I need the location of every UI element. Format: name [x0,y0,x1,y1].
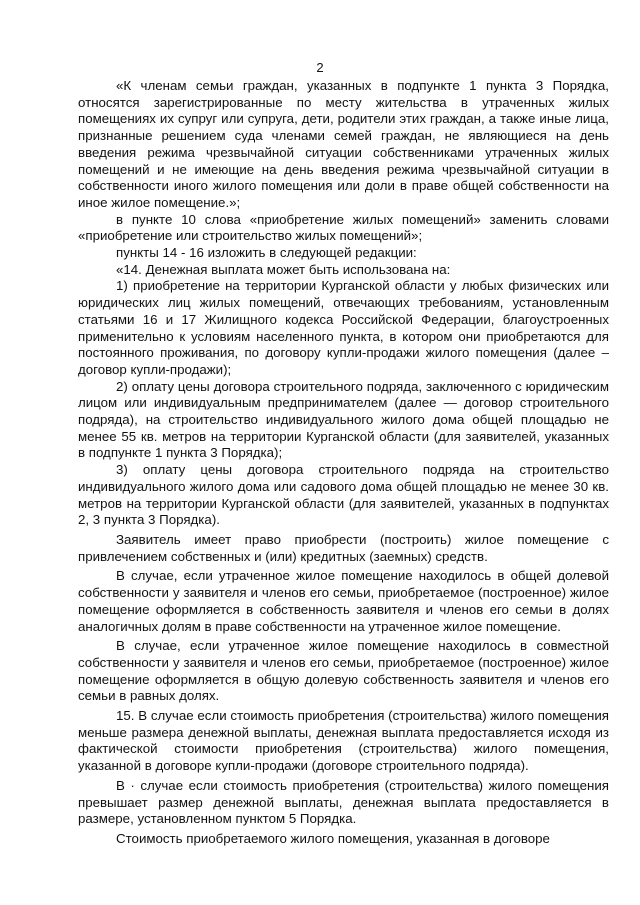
document-body [78,78,609,848]
page-number: 2 [316,60,324,75]
paragraph-clause-10-amendment: в пункте 10 слова «приобретение жилых помещений» заменить словами «приобретение или строительство жилых помещений»; [78,211,609,244]
paragraph-clauses-14-16-intro: пункты 14 - 16 изложить в следующей редакции: [116,245,417,261]
paragraph-clause-14: «14. Денежная выплата может быть использована на: [116,261,451,277]
paragraph-cost-exceeds: В · случае если стоимость приобретения (строительства) жилого помещения превышает размер денежной выплаты, денежная выплата предоставляется в размере, установленном пунктом 5 Порядка. [78,777,609,827]
paragraph-clause-15: 15. В случае если стоимость приобретения (строительства) жилого помещения меньше размера денежной выплаты, денежная выплата предоставляется исходя из фактической стоимости приобретения (строительства) жилого помещения, указанной в договоре купли-продажи (договоре строительного подряда). [78,708,609,774]
paragraph-joint-ownership: В случае, если утраченное жилое помещение находилось в совместной собственности у заявителя и членов его семьи, приобретаемое (построенное) жилое помещение оформляется в общую долевую собственность заявителя и членов его семьи в равных долях. [78,638,609,704]
paragraph-subclause-1: 1) приобретение на территории Курганской области у любых физических или юридических лиц жилых помещений, отвечающих требованиям, установленным статьями 16 и 17 Жилищного кодекса Российской Федерации, благоустроенных применительно к условиям населенного пункта, в котором они приобретаются для постоянного проживания, по договору купли-продажи жилого помещения (далее – договор купли-продажи); [78,278,609,377]
paragraph-subclause-3: 3) оплату цены договора строительного подряда на строительство индивидуального жилого дома или садового дома общей площадью не менее 30 кв. метров на территории Курганской области (для заявителей, указанных в подпунктах 2, 3 пункта 3 Порядка). [78,462,609,528]
paragraph-own-funds: Заявитель имеет право приобрести (построить) жилое помещение с привлечением собственных и (или) кредитных (заемных) средств. [78,531,609,564]
paragraph-shared-ownership: В случае, если утраченное жилое помещение находилось в общей долевой собственности у заявителя и членов его семьи, приобретаемое (построенное) жилое помещение оформляется в собственность заявителя и членов его семьи в долях аналогичных долям в праве собственности на утраченное жилое помещение. [78,568,609,634]
paragraph-cost-contract: Стоимость приобретаемого жилого помещения, указанная в договоре [116,830,550,846]
paragraph-family-members-definition: «К членам семьи граждан, указанных в подпункте 1 пункта 3 Порядка, относятся зарегистрированные по месту жительства в утраченных жилых помещениях их супруг или супруга, дети, родители этих граждан, а также иные лица, признанные решением суда членами семей граждан, не являющиеся на день введения режима чрезвычайной ситуации собственниками утраченных жилых помещений и не имеющие на день введения режима чрезвычайной ситуации в собственности иного жилого помещения или доли в праве общей собственности на иное жилое помещение.»; [78,78,609,210]
paragraph-subclause-2: 2) оплату цены договора строительного подряда, заключенного с юридическим лицом или индивидуальным предпринимателем (далее — договор строительного подряда), на строительство индивидуального жилого дома общей площадью не менее 55 кв. метров на территории Курганской области (для заявителей, указанных в подпункте 1 пункта 3 Порядка); [78,378,609,461]
